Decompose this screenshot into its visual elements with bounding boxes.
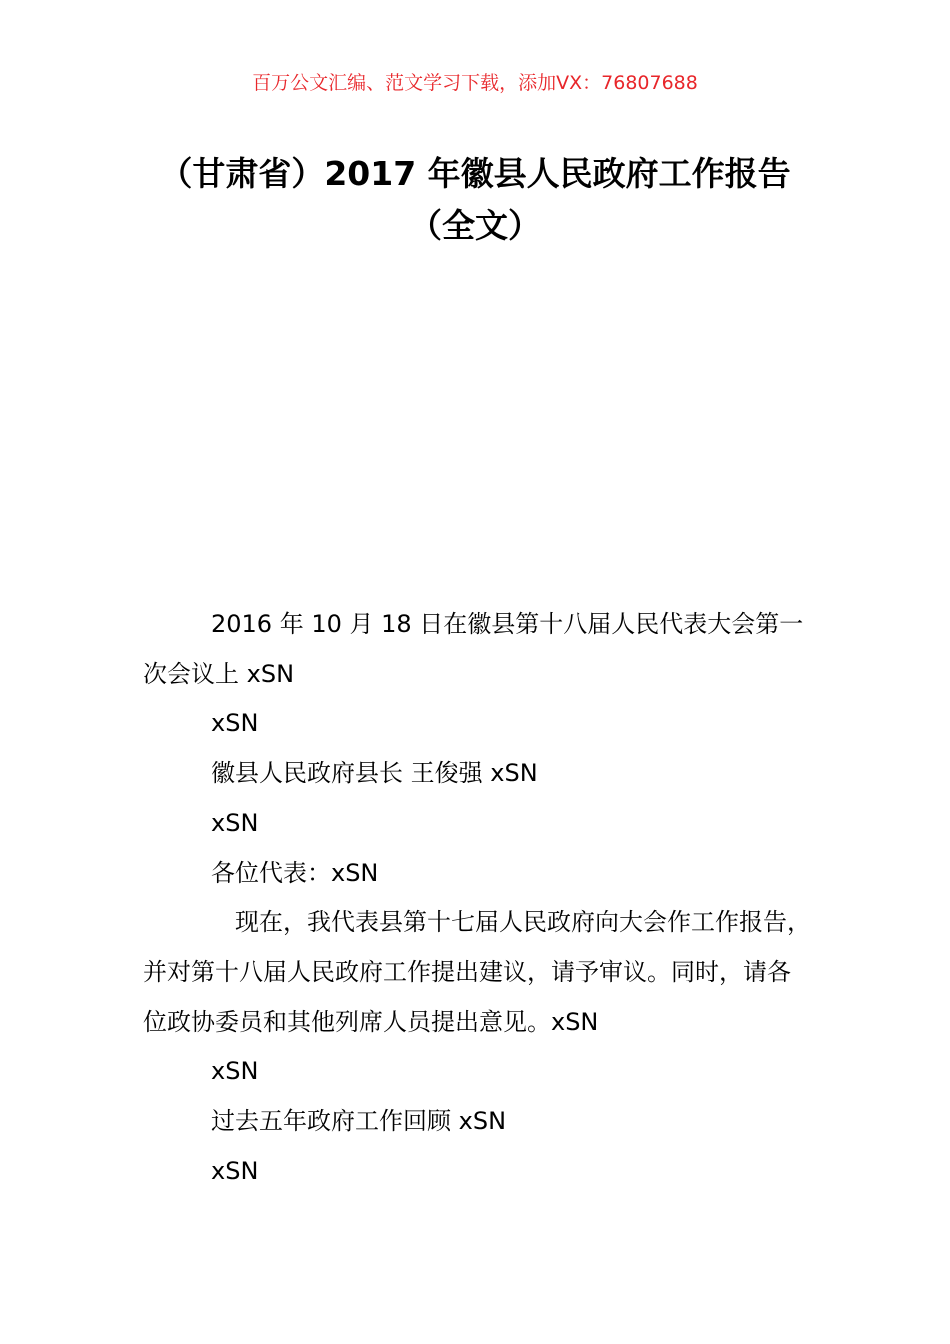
paragraph-intro: 现在，我代表县第十七届人民政府向大会作工作报告，并对第十八届人民政府工作提出建议，请予审议。同时，请各位政协委员和其他列席人员提出意见。xSN (143, 908, 811, 1036)
header-watermark-note: 百万公文汇编、范文学习下载，添加VX：76807688 (252, 72, 698, 94)
document-title (0, 148, 950, 252)
paragraph-meeting-date: 2016 年 10 月 18 日在徽县第十八届人民代表大会第一次会议上 xSN (143, 610, 804, 688)
document-body (143, 600, 811, 1196)
paragraph-speaker: 徽县人民政府县长 王俊强 xSN (211, 759, 538, 788)
title-line-1: （甘肃省）2017 年徽县人民政府工作报告 (159, 154, 791, 193)
section-heading-review: 过去五年政府工作回顾 xSN (211, 1107, 507, 1136)
paragraph-salutation: 各位代表：xSN (211, 858, 379, 887)
title-line-2: （全文） (409, 206, 541, 245)
paragraph-marker: xSN (211, 808, 259, 837)
paragraph-marker: xSN (211, 1156, 259, 1185)
paragraph-marker: xSN (211, 1057, 259, 1086)
paragraph-marker: xSN (211, 709, 259, 738)
